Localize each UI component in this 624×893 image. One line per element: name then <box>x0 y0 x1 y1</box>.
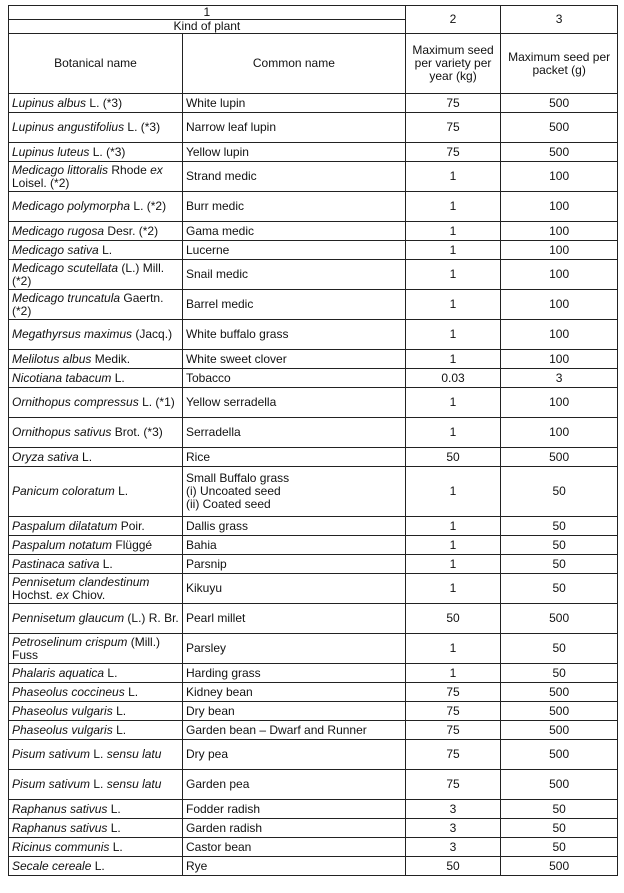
max-seed-variety-cell: 50 <box>405 448 500 467</box>
common-name: Snail medic <box>185 267 249 281</box>
common-name: Tobacco <box>185 370 231 385</box>
common-name: Harding grass <box>185 665 261 680</box>
common-name: Serradella <box>185 425 241 439</box>
botanical-genus: Medicago rugosa <box>12 223 105 238</box>
max-seed-variety-cell: 1 <box>405 555 500 574</box>
column-2-number: 2 <box>405 6 500 34</box>
common-name: Parsley <box>185 641 226 655</box>
botanical-qualifier: sensu latu <box>106 747 162 761</box>
botanical-name-cell <box>9 113 183 143</box>
common-name-cell <box>182 517 405 536</box>
botanical-genus: Nicotiana tabacum <box>12 370 112 385</box>
max-seed-variety-cell: 75 <box>405 740 500 770</box>
table-row <box>9 555 618 574</box>
botanical-genus: Ricinus communis <box>12 839 110 854</box>
common-name-cell <box>182 94 405 113</box>
max-seed-variety-cell: 1 <box>405 222 500 241</box>
botanical-author: L. <box>102 556 113 571</box>
botanical-genus: Lupinus angustifolius <box>12 120 125 134</box>
max-seed-variety-cell: 50 <box>405 857 500 876</box>
max-seed-packet-cell: 500 <box>501 702 618 721</box>
botanical-name-cell <box>9 369 183 388</box>
botanical-name-cell <box>9 143 183 162</box>
botanical-author: Gaertn. (*2) <box>12 290 164 318</box>
botanical-name-cell <box>9 350 183 369</box>
botanical-name-cell <box>9 740 183 770</box>
botanical-author: Flüggé <box>115 537 153 552</box>
common-name-cell <box>182 819 405 838</box>
max-seed-variety-cell: 1 <box>405 192 500 222</box>
max-seed-variety-cell: 1 <box>405 320 500 350</box>
common-name-cell <box>182 290 405 320</box>
table-row <box>9 388 618 418</box>
common-name-cell <box>182 222 405 241</box>
max-seed-packet-cell: 50 <box>501 664 618 683</box>
botanical-author: (Jacq.) <box>135 327 173 341</box>
botanical-genus: Megathyrsus maximus <box>12 327 133 341</box>
max-seed-variety-header: Maximum seed per variety per year (kg) <box>405 34 500 94</box>
common-name: Yellow lupin <box>185 144 249 159</box>
max-seed-packet-cell: 50 <box>501 634 618 664</box>
max-seed-packet-cell: 500 <box>501 94 618 113</box>
botanical-author: (L.) R. Br. <box>127 611 179 625</box>
max-seed-packet-cell: 50 <box>501 819 618 838</box>
botanical-author: L. (*3) <box>127 120 161 134</box>
common-name: Strand medic <box>185 169 257 183</box>
botanical-qualifier: sensu latu <box>106 777 162 791</box>
max-seed-packet-cell: 500 <box>501 721 618 740</box>
botanical-genus: Medicago sativa <box>12 242 99 257</box>
seed-limits-table <box>8 5 618 876</box>
max-seed-variety-cell: 1 <box>405 241 500 260</box>
common-name: Yellow serradella <box>185 395 277 409</box>
botanical-name-cell <box>9 448 183 467</box>
common-name-cell <box>182 574 405 604</box>
kind-of-plant-header: Kind of plant <box>9 20 406 34</box>
botanical-name-cell <box>9 418 183 448</box>
common-name-cell <box>182 536 405 555</box>
table-row <box>9 838 618 857</box>
botanical-genus: Phaseolus vulgaris <box>12 722 113 737</box>
max-seed-packet-cell: 500 <box>501 143 618 162</box>
max-seed-variety-cell: 75 <box>405 113 500 143</box>
botanical-genus: Pennisetum glaucum <box>12 611 125 625</box>
table-row <box>9 369 618 388</box>
max-seed-packet-cell: 100 <box>501 260 618 290</box>
botanical-author: L. <box>107 665 118 680</box>
common-name: Kidney bean <box>185 684 253 699</box>
max-seed-variety-cell: 1 <box>405 634 500 664</box>
table-row <box>9 702 618 721</box>
max-seed-variety-cell: 75 <box>405 94 500 113</box>
botanical-genus: Phalaris aquatica <box>12 665 105 680</box>
botanical-author: Medik. <box>94 351 131 366</box>
botanical-genus: Paspalum notatum <box>12 537 113 552</box>
seed-limits-table-container <box>8 5 618 876</box>
botanical-author: L. <box>93 747 104 761</box>
max-seed-packet-cell: 100 <box>501 320 618 350</box>
max-seed-variety-cell: 1 <box>405 290 500 320</box>
botanical-genus: Ornithopus sativus <box>12 425 112 439</box>
common-name-cell <box>182 113 405 143</box>
botanical-author: Brot. (*3) <box>114 425 163 439</box>
botanical-name-cell <box>9 192 183 222</box>
botanical-author: Poir. <box>120 518 145 533</box>
botanical-name-cell <box>9 800 183 819</box>
botanical-author: L. <box>102 242 113 257</box>
table-row <box>9 222 618 241</box>
botanical-name-cell <box>9 162 183 192</box>
botanical-author: L. <box>110 820 121 835</box>
table-row <box>9 290 618 320</box>
botanical-author: L. <box>93 777 104 791</box>
max-seed-variety-cell: 1 <box>405 536 500 555</box>
max-seed-variety-cell: 0.03 <box>405 369 500 388</box>
common-name-cell <box>182 418 405 448</box>
botanical-genus: Secale cereale <box>12 858 92 873</box>
common-name-subitem: (i) Uncoated seed <box>185 484 281 498</box>
max-seed-packet-cell: 500 <box>501 683 618 702</box>
table-row <box>9 770 618 800</box>
botanical-name-cell <box>9 664 183 683</box>
botanical-genus: Medicago polymorpha <box>12 199 131 213</box>
botanical-qualifier: ex <box>56 587 69 602</box>
max-seed-variety-cell: 75 <box>405 721 500 740</box>
table-row <box>9 94 618 113</box>
max-seed-variety-cell: 50 <box>405 604 500 634</box>
max-seed-packet-cell: 100 <box>501 241 618 260</box>
botanical-genus: Paspalum dilatatum <box>12 518 118 533</box>
common-name-cell <box>182 241 405 260</box>
max-seed-variety-cell: 1 <box>405 418 500 448</box>
max-seed-packet-header: Maximum seed per packet (g) <box>501 34 618 94</box>
botanical-name-cell <box>9 467 183 517</box>
common-name-cell <box>182 350 405 369</box>
common-name-cell <box>182 388 405 418</box>
common-name-cell <box>182 260 405 290</box>
common-name: Garden bean – Dwarf and Runner <box>185 722 367 737</box>
column-3-number: 3 <box>501 6 618 34</box>
botanical-genus: Phaseolus coccineus <box>12 684 125 699</box>
botanical-name-cell <box>9 634 183 664</box>
table-row <box>9 260 618 290</box>
botanical-author: L. <box>110 801 121 816</box>
botanical-author: (L.) Mill. (*2) <box>12 260 165 288</box>
botanical-author: L. (*3) <box>89 95 123 110</box>
max-seed-packet-cell: 100 <box>501 222 618 241</box>
botanical-genus: Pennisetum clandestinum <box>12 574 150 589</box>
botanical-qualifier: ex <box>150 162 163 177</box>
common-name: Small Buffalo grass <box>185 471 290 485</box>
common-name: Rye <box>185 858 208 873</box>
botanical-name-cell <box>9 222 183 241</box>
botanical-author: L. (*2) <box>133 199 167 213</box>
max-seed-variety-cell: 3 <box>405 838 500 857</box>
common-name: Narrow leaf lupin <box>185 120 277 134</box>
column-1-number: 1 <box>9 6 406 20</box>
botanical-name-cell <box>9 702 183 721</box>
botanical-genus: Panicum coloratum <box>12 484 115 498</box>
max-seed-variety-cell: 3 <box>405 819 500 838</box>
botanical-name-cell <box>9 838 183 857</box>
botanical-name-cell <box>9 241 183 260</box>
common-name-cell <box>182 740 405 770</box>
botanical-genus: Oryza sativa <box>12 449 79 464</box>
table-row <box>9 467 618 517</box>
table-row <box>9 241 618 260</box>
botanical-author-2: Loisel. (*2) <box>12 175 70 190</box>
max-seed-packet-cell: 100 <box>501 192 618 222</box>
botanical-name-cell <box>9 94 183 113</box>
max-seed-variety-cell: 75 <box>405 683 500 702</box>
common-name: Dry pea <box>185 747 229 761</box>
botanical-name-header: Botanical name <box>9 34 183 94</box>
common-name-cell <box>182 838 405 857</box>
max-seed-packet-cell: 50 <box>501 467 618 517</box>
botanical-genus: Pisum sativum <box>12 747 91 761</box>
botanical-name-cell <box>9 604 183 634</box>
botanical-genus: Petroselinum crispum <box>12 634 128 649</box>
botanical-genus: Ornithopus compressus <box>12 395 139 409</box>
max-seed-variety-cell: 75 <box>405 770 500 800</box>
max-seed-packet-cell: 50 <box>501 838 618 857</box>
table-row <box>9 574 618 604</box>
max-seed-packet-cell: 500 <box>501 604 618 634</box>
max-seed-packet-cell: 100 <box>501 290 618 320</box>
botanical-genus: Raphanus sativus <box>12 801 108 816</box>
max-seed-variety-cell: 1 <box>405 467 500 517</box>
common-name: Rice <box>185 449 210 464</box>
max-seed-variety-cell: 1 <box>405 260 500 290</box>
common-name-subitem: (ii) Coated seed <box>185 497 271 511</box>
common-name-cell <box>182 192 405 222</box>
common-name-cell <box>182 800 405 819</box>
max-seed-packet-cell: 3 <box>501 369 618 388</box>
table-row <box>9 604 618 634</box>
common-name: White buffalo grass <box>185 327 289 341</box>
common-name-cell <box>182 369 405 388</box>
botanical-genus: Phaseolus vulgaris <box>12 703 113 718</box>
common-name-cell <box>182 702 405 721</box>
max-seed-packet-cell: 50 <box>501 517 618 536</box>
common-name: Burr medic <box>185 199 244 213</box>
table-body <box>9 94 618 876</box>
header-row-titles <box>9 34 618 94</box>
common-name: Dallis grass <box>185 518 248 533</box>
common-name: Castor bean <box>185 839 252 854</box>
max-seed-packet-cell: 500 <box>501 448 618 467</box>
botanical-author: L. <box>116 703 127 718</box>
table-row <box>9 143 618 162</box>
table-row <box>9 634 618 664</box>
common-name-cell <box>182 604 405 634</box>
max-seed-packet-cell: 100 <box>501 162 618 192</box>
max-seed-packet-cell: 100 <box>501 388 618 418</box>
table-row <box>9 683 618 702</box>
common-name-cell <box>182 770 405 800</box>
common-name: Pearl millet <box>185 611 246 625</box>
max-seed-variety-cell: 1 <box>405 162 500 192</box>
common-name: Garden radish <box>185 820 263 835</box>
botanical-name-cell <box>9 555 183 574</box>
max-seed-packet-cell: 50 <box>501 574 618 604</box>
botanical-name-cell <box>9 536 183 555</box>
botanical-author: L. <box>118 484 129 498</box>
max-seed-variety-cell: 3 <box>405 800 500 819</box>
table-row <box>9 800 618 819</box>
max-seed-variety-cell: 1 <box>405 664 500 683</box>
botanical-genus: Lupinus luteus <box>12 144 90 159</box>
table-row <box>9 320 618 350</box>
botanical-genus: Raphanus sativus <box>12 820 108 835</box>
botanical-name-cell <box>9 290 183 320</box>
max-seed-packet-cell: 500 <box>501 770 618 800</box>
botanical-author: L. (*3) <box>92 144 126 159</box>
common-name-cell <box>182 162 405 192</box>
max-seed-packet-cell: 500 <box>501 857 618 876</box>
botanical-author: Hochst. <box>12 587 53 602</box>
common-name-cell <box>182 721 405 740</box>
botanical-genus: Pastinaca sativa <box>12 556 100 571</box>
botanical-author: L. <box>112 839 123 854</box>
common-name-cell <box>182 448 405 467</box>
common-name-header: Common name <box>182 34 405 94</box>
header-row-numbers <box>9 6 618 20</box>
botanical-author: Rhode <box>111 162 147 177</box>
table-row <box>9 113 618 143</box>
botanical-name-cell <box>9 683 183 702</box>
table-row <box>9 350 618 369</box>
table-row <box>9 536 618 555</box>
botanical-author: L. <box>82 449 93 464</box>
botanical-genus: Medicago truncatula <box>12 290 121 305</box>
common-name: Garden pea <box>185 777 250 791</box>
max-seed-packet-cell: 50 <box>501 536 618 555</box>
table-row <box>9 517 618 536</box>
common-name-cell <box>182 555 405 574</box>
table-row <box>9 721 618 740</box>
common-name-cell <box>182 634 405 664</box>
botanical-author: Desr. (*2) <box>107 223 159 238</box>
common-name-cell <box>182 143 405 162</box>
common-name: Gama medic <box>185 223 255 238</box>
botanical-author: L. <box>116 722 127 737</box>
common-name: Barrel medic <box>185 297 254 311</box>
common-name: Parsnip <box>185 556 227 571</box>
botanical-name-cell <box>9 260 183 290</box>
max-seed-packet-cell: 50 <box>501 555 618 574</box>
common-name: Lucerne <box>185 242 230 257</box>
botanical-genus: Lupinus albus <box>12 95 87 110</box>
botanical-author: L. (*1) <box>142 395 175 409</box>
common-name: White lupin <box>185 95 246 110</box>
botanical-name-cell <box>9 517 183 536</box>
botanical-author-2: Chiov. <box>72 587 106 602</box>
table-row <box>9 664 618 683</box>
common-name: Dry bean <box>185 703 235 718</box>
max-seed-packet-cell: 50 <box>501 800 618 819</box>
table-row <box>9 448 618 467</box>
botanical-genus: Medicago scutellata <box>12 260 119 275</box>
table-row <box>9 740 618 770</box>
table-row <box>9 418 618 448</box>
common-name-cell <box>182 467 405 517</box>
max-seed-variety-cell: 1 <box>405 388 500 418</box>
max-seed-variety-cell: 1 <box>405 350 500 369</box>
botanical-name-cell <box>9 857 183 876</box>
botanical-name-cell <box>9 770 183 800</box>
botanical-author: L. <box>94 858 105 873</box>
max-seed-variety-cell: 1 <box>405 574 500 604</box>
botanical-name-cell <box>9 388 183 418</box>
common-name: Fodder radish <box>185 801 261 816</box>
table-row <box>9 819 618 838</box>
botanical-author: L. <box>128 684 139 699</box>
common-name: White sweet clover <box>185 351 287 366</box>
max-seed-packet-cell: 100 <box>501 350 618 369</box>
botanical-genus: Pisum sativum <box>12 777 91 791</box>
max-seed-variety-cell: 1 <box>405 517 500 536</box>
max-seed-variety-cell: 75 <box>405 143 500 162</box>
max-seed-packet-cell: 100 <box>501 418 618 448</box>
common-name-cell <box>182 857 405 876</box>
table-row <box>9 192 618 222</box>
botanical-author: (Mill.) Fuss <box>12 634 161 662</box>
table-row <box>9 857 618 876</box>
botanical-genus: Medicago littoralis <box>12 162 109 177</box>
max-seed-packet-cell: 500 <box>501 740 618 770</box>
common-name: Kikuyu <box>185 581 223 595</box>
common-name-cell <box>182 320 405 350</box>
botanical-name-cell <box>9 819 183 838</box>
max-seed-variety-cell: 75 <box>405 702 500 721</box>
botanical-author: L. <box>114 370 125 385</box>
botanical-genus: Melilotus albus <box>12 351 92 366</box>
botanical-name-cell <box>9 320 183 350</box>
botanical-name-cell <box>9 721 183 740</box>
common-name-cell <box>182 664 405 683</box>
table-row <box>9 162 618 192</box>
common-name: Bahia <box>185 537 217 552</box>
common-name-cell <box>182 683 405 702</box>
botanical-name-cell <box>9 574 183 604</box>
max-seed-packet-cell: 500 <box>501 113 618 143</box>
